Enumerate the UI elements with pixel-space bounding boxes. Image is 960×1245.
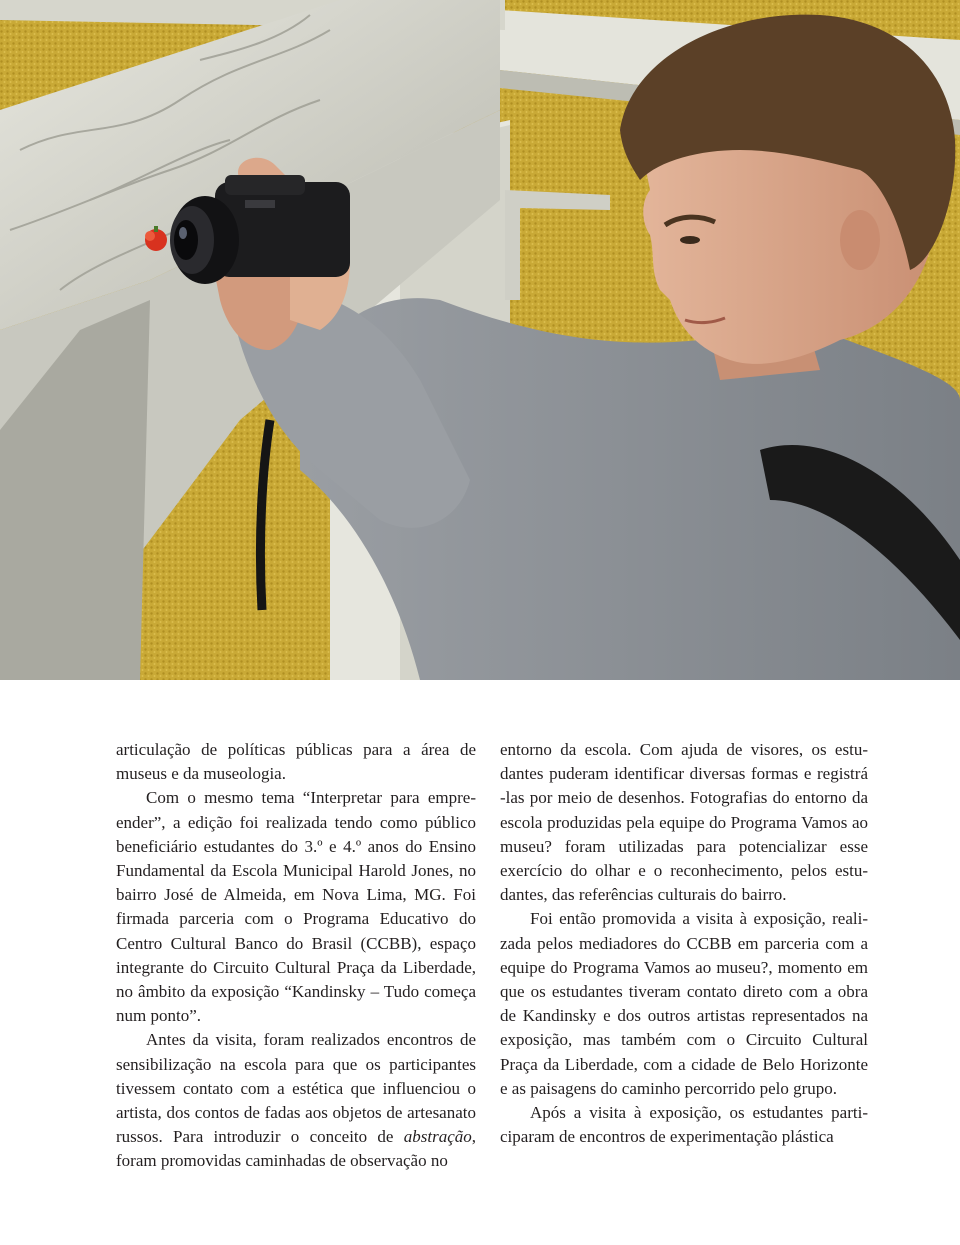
paragraph: articulação de políticas públicas para a área de museus e da museologia. xyxy=(116,740,476,784)
paragraph xyxy=(116,1028,476,1173)
paragraph-text: Antes da visita, foram realizados encontros de sensibilização na escola para que os participantes tivessem contato com a estética que influenciou o artista, dos contos de fadas aos objetos de artesanato russos. Para introduzir o conceito de xyxy=(116,1030,476,1147)
paragraph-text: , foram promovidas caminhadas de observação no xyxy=(116,1127,476,1171)
text-column-right xyxy=(500,738,868,1149)
emphasis-term: abstração xyxy=(403,1127,472,1147)
paragraph: Foi então promovida a visita à exposição, realizada pelos mediadores do CCBB em parceria com a equipe do Programa Vamos ao museu?, momento em que os estudantes tiveram contato direto com a obra de Kandinsky e dos outros artistas representados na exposição, mas também com o Circuito Cultural Praça da Liberdade, com a cidade de Belo Horizonte e as paisagens do caminho percorrido pelo grupo. xyxy=(500,909,868,1098)
paragraph: entorno da escola. Com ajuda de visores, os estudantes puderam identificar diversas formas e registrá -las por meio de desenhos. Fotografias do entorno da escola produzidas pela equipe do Programa Vamos ao museu? foram utilizadas para potencializar esse exercício do olhar e o reconhecimento, pelos estudantes, das referências culturais do bairro. xyxy=(500,740,868,905)
paragraph: Com o mesmo tema “Interpretar para empreender”, a edição foi realizada tendo como público beneficiário estudantes do 3.º e 4.º anos do Ensino Fundamental da Escola Municipal Harold Jones, no bairro José de Almeida, em Nova Lima, MG. Foi firmada parceria com o Programa Educativo do Centro Cultural Banco do Brasil (CCBB), espaço integrante do Circuito Cultural Praça da Liberdade, no âmbito da exposição “Kandinsky – Tudo começa num ponto”. xyxy=(116,788,476,1026)
text-column-left xyxy=(116,738,476,1174)
paragraph: Após a visita à exposição, os estudantes participaram de encontros de experimentação plástica xyxy=(500,1103,868,1147)
